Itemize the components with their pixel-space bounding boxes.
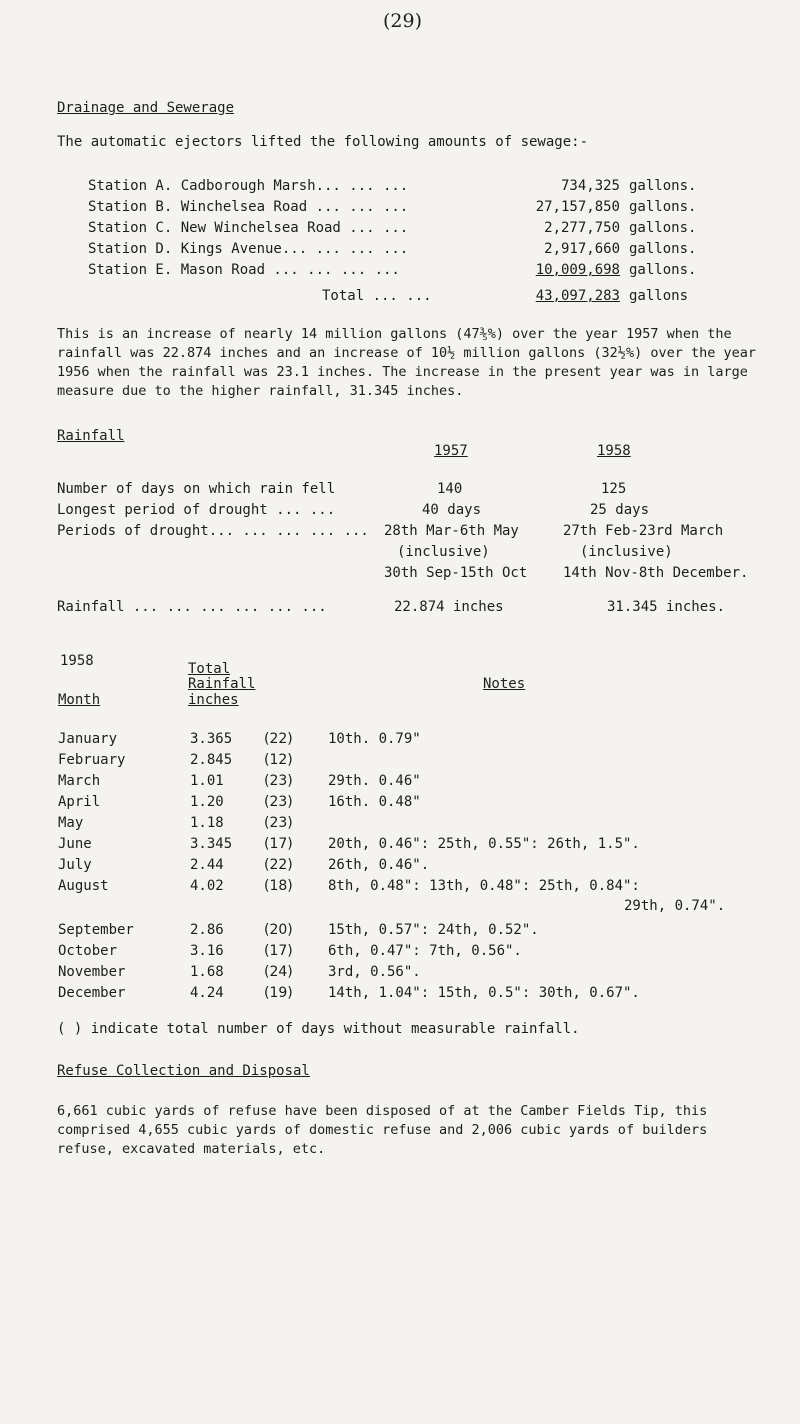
month-cell: June xyxy=(58,836,92,852)
rain-cell: 1.18 xyxy=(190,815,224,831)
month-cell: November xyxy=(58,964,126,980)
total-label: Total ... ... xyxy=(322,288,432,304)
refuse-heading: Refuse Collection and Disposal xyxy=(57,1063,310,1079)
month-cell: January xyxy=(58,731,118,747)
drought-period-1958: 27th Feb-23rd March xyxy=(563,523,724,539)
dry-days-cell: (22) xyxy=(264,731,293,747)
rain-cell: 2.86 xyxy=(190,922,224,938)
dry-days-cell: (12) xyxy=(264,752,293,768)
month-cell: April xyxy=(58,794,101,810)
rain-cell: 4.24 xyxy=(190,985,224,1001)
station-name: Station C. New Winchelsea Road ... ... xyxy=(88,220,409,236)
refuse-paragraph: 6,661 cubic yards of refuse have been disposed of at the Camber Fields Tip, this comprised 4,655 cubic yards of domestic refuse and 2,006 cubic yards of builders refuse, excavated materials, etc. xyxy=(57,1103,708,1157)
col-notes: Notes xyxy=(483,676,526,692)
month-cell: July xyxy=(58,857,92,873)
drought-period-1957: 30th Sep-15th Oct xyxy=(384,565,528,581)
rain-cell: 1.68 xyxy=(190,964,224,980)
dry-days-cell: (17) xyxy=(264,943,293,959)
monthly-year: 1958 xyxy=(60,653,94,669)
station-name: Station E. Mason Road ... ... ... ... xyxy=(88,262,400,278)
col-month: Month xyxy=(58,692,101,708)
rain-cell: 3.345 xyxy=(190,836,233,852)
station-amount: 2,917,660 xyxy=(544,241,620,257)
dry-days-cell: (23) xyxy=(264,794,293,810)
dry-days-cell: (22) xyxy=(264,857,293,873)
month-cell: December xyxy=(58,985,126,1001)
dry-days-cell: (19) xyxy=(264,985,293,1001)
rainfall-heading: Rainfall xyxy=(57,428,125,444)
drought-period-1957: (inclusive) xyxy=(397,544,490,560)
notes-cell: 10th. 0.79" xyxy=(328,731,421,747)
drought-periods-label: Periods of drought... ... ... ... ... xyxy=(57,523,369,539)
notes-cell: 29th, 0.74". xyxy=(624,898,726,914)
drainage-heading: Drainage and Sewerage xyxy=(57,100,235,116)
col-total-3: inches xyxy=(188,692,239,708)
station-name: Station B. Winchelsea Road ... ... ... xyxy=(88,199,409,215)
col-total-2: Rainfall xyxy=(188,676,256,692)
station-amount: 10,009,698 xyxy=(535,262,620,278)
rain-cell: 2.44 xyxy=(190,857,224,873)
rain-days-label: Number of days on which rain fell xyxy=(57,481,336,497)
dry-days-cell: (23) xyxy=(264,773,293,789)
rain-cell: 2.845 xyxy=(190,752,233,768)
rain-days-1958: 125 xyxy=(601,481,627,497)
notes-cell: 8th, 0.48": 13th, 0.48": 25th, 0.84": xyxy=(328,878,640,894)
month-cell: May xyxy=(58,815,84,831)
rainfall-total-label: Rainfall ... ... ... ... ... ... xyxy=(57,599,327,615)
station-unit: gallons. xyxy=(629,220,697,236)
dry-days-cell: (18) xyxy=(264,878,293,894)
rainfall-total-1957: 22.874 inches xyxy=(394,599,504,615)
notes-cell: 3rd, 0.56". xyxy=(328,964,421,980)
drought-longest-label: Longest period of drought ... ... xyxy=(57,502,336,518)
station-unit: gallons. xyxy=(629,178,697,194)
drainage-intro: The automatic ejectors lifted the following amounts of sewage:- xyxy=(57,134,589,150)
notes-cell: 20th, 0.46": 25th, 0.55": 26th, 1.5". xyxy=(328,836,640,852)
drought-period-1958: (inclusive) xyxy=(580,544,673,560)
month-cell: March xyxy=(58,773,101,789)
station-unit: gallons. xyxy=(629,262,697,278)
notes-cell: 29th. 0.46" xyxy=(328,773,421,789)
dry-days-cell: (23) xyxy=(264,815,293,831)
station-name: Station D. Kings Avenue... ... ... ... xyxy=(88,241,409,257)
drought-period-1957: 28th Mar-6th May xyxy=(384,523,519,539)
rain-cell: 4.02 xyxy=(190,878,224,894)
notes-cell: 26th, 0.46". xyxy=(328,857,430,873)
month-cell: October xyxy=(58,943,118,959)
notes-cell: 6th, 0.47": 7th, 0.56". xyxy=(328,943,522,959)
notes-cell: 14th, 1.04": 15th, 0.5": 30th, 0.67". xyxy=(328,985,640,1001)
month-cell: February xyxy=(58,752,126,768)
dry-days-cell: (24) xyxy=(264,964,293,980)
dry-days-cell: (17) xyxy=(264,836,293,852)
station-name: Station A. Cadborough Marsh... ... ... xyxy=(88,178,409,194)
year-1957-header: 1957 xyxy=(434,443,468,459)
station-amount: 2,277,750 xyxy=(544,220,620,236)
rain-days-1957: 140 xyxy=(437,481,463,497)
rain-cell: 1.01 xyxy=(190,773,224,789)
rain-cell: 1.20 xyxy=(190,794,224,810)
drought-period-1958: 14th Nov-8th December. xyxy=(563,565,749,581)
total-unit: gallons xyxy=(629,288,689,304)
total-amount: 43,097,283 xyxy=(535,288,620,304)
notes-cell: 15th, 0.57": 24th, 0.52". xyxy=(328,922,539,938)
month-cell: August xyxy=(58,878,109,894)
table-footnote: ( ) indicate total number of days without measurable rainfall. xyxy=(57,1021,580,1037)
station-amount: 27,157,850 xyxy=(535,199,620,215)
rain-cell: 3.16 xyxy=(190,943,224,959)
notes-cell: 16th. 0.48" xyxy=(328,794,421,810)
station-unit: gallons. xyxy=(629,241,697,257)
rainfall-total-1958: 31.345 inches. xyxy=(607,599,726,615)
year-1958-header: 1958 xyxy=(597,443,631,459)
station-amount: 734,325 xyxy=(560,178,620,194)
drought-longest-1958: 25 days xyxy=(590,502,650,518)
drought-longest-1957: 40 days xyxy=(422,502,482,518)
page-number: (29) xyxy=(383,10,423,32)
drainage-paragraph: This is an increase of nearly 14 million gallons (47⅗%) over the year 1957 when the rainfall was 22.874 inches and an increase of 10½ million gallons (32½%) over the year 1956 when the rainfall was 23.1 inches. The increase in the present year was in large measure due to the higher rainfall, 31.345 inches. xyxy=(57,326,756,399)
station-unit: gallons. xyxy=(629,199,697,215)
dry-days-cell: (20) xyxy=(264,922,293,938)
rain-cell: 3.365 xyxy=(190,731,233,747)
col-total-1: Total xyxy=(188,661,231,677)
month-cell: September xyxy=(58,922,134,938)
